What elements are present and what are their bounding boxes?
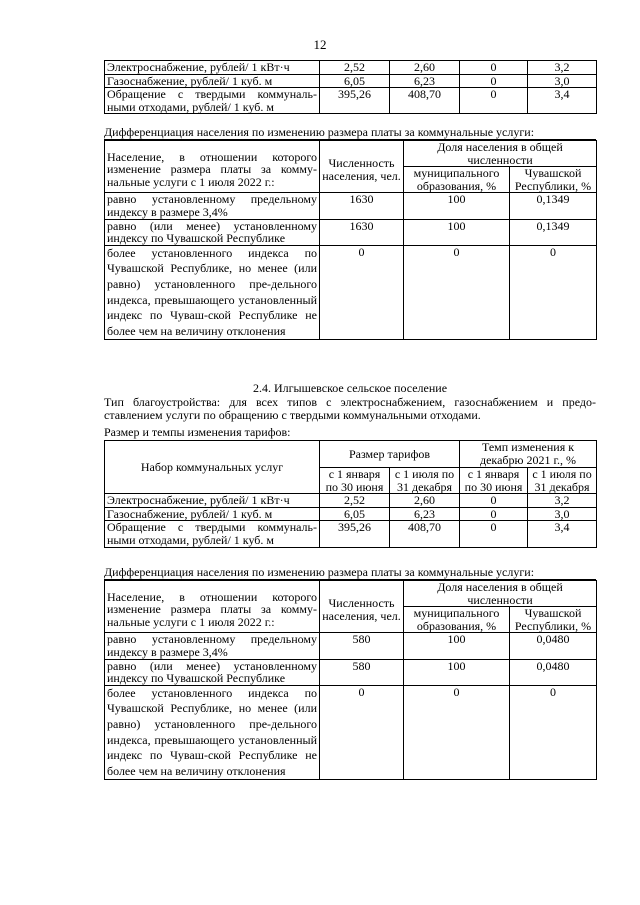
row-share-municipal: 0 (404, 685, 510, 780)
row-count: 0 (320, 245, 404, 340)
header-services: Набор коммунальных услуг (105, 441, 320, 494)
rate-jul: 3,0 (528, 74, 597, 88)
service-name: Обращение с твердыми коммуналь-ными отходами, рублей/ 1 куб. м (105, 88, 320, 114)
row-share-republic: 0,1349 (510, 193, 597, 219)
tariff-jul: 2,60 (390, 494, 460, 508)
table-row (105, 88, 597, 114)
rate-jul: 3,4 (528, 88, 597, 114)
tariff-heading: Размер и темпы изменения тарифов: (104, 425, 291, 439)
tariff-jul: 6,23 (390, 74, 460, 88)
row-count: 580 (320, 633, 404, 659)
rate-jul: 3,2 (528, 61, 597, 75)
rate-jan: 0 (460, 74, 528, 88)
service-name: Газоснабжение, рублей/ 1 куб. м (105, 507, 320, 521)
row-label: равно установленному предельному индексу в размере 3,4% (105, 193, 320, 219)
row-count: 1630 (320, 193, 404, 219)
rate-jan: 0 (460, 88, 528, 114)
row-count: 580 (320, 659, 404, 685)
tariff-jan: 6,05 (320, 507, 390, 521)
rate-jul: 3,0 (528, 507, 597, 521)
section-title: 2.4. Илгышевское сельское поселение (252, 381, 448, 395)
table-row (105, 507, 597, 521)
row-share-municipal: 100 (404, 219, 510, 245)
header-share-republic: Чувашской Республики, % (510, 607, 597, 633)
tariff-jul: 408,70 (390, 521, 460, 547)
table-header-row (105, 581, 597, 607)
header-share-municipal: муниципального образования, % (404, 167, 510, 193)
row-share-republic: 0 (510, 245, 597, 340)
header-share: Доля населения в общей численности (404, 581, 597, 607)
header-from-jul: с 1 июля по 31 декабря (528, 468, 597, 494)
table-row (105, 685, 597, 780)
row-label: равно установленному предельному индексу в размере 3,4% (105, 633, 320, 659)
row-label: равно (или менее) установленному индексу по Чувашской Республике (105, 659, 320, 685)
row-share-republic: 0 (510, 685, 597, 780)
table-row (105, 521, 597, 547)
header-population: Население, в отношении которого изменение размера платы за комму-нальные услуги с 1 июля 2022 г.: (105, 581, 320, 633)
header-rate: Темп изменения к декабрю 2021 г., % (460, 441, 597, 468)
service-name: Электроснабжение, рублей/ 1 кВт·ч (105, 494, 320, 508)
rate-jul: 3,2 (528, 494, 597, 508)
row-label: равно (или менее) установленному индексу по Чувашской Республике (105, 219, 320, 245)
diff-heading: Дифференциация населения по изменению размера платы за коммунальные услуги: (104, 566, 596, 580)
header-share-municipal: муниципального образования, % (404, 607, 510, 633)
tariff-jul: 6,23 (390, 507, 460, 521)
row-share-municipal: 100 (404, 659, 510, 685)
header-count: Численность населения, чел. (320, 581, 404, 633)
tariff-jan: 2,52 (320, 494, 390, 508)
header-share-republic: Чувашской Республики, % (510, 167, 597, 193)
tariff-jul: 2,60 (390, 61, 460, 75)
tariff-jan: 2,52 (320, 61, 390, 75)
rate-jan: 0 (460, 494, 528, 508)
rate-jan: 0 (460, 507, 528, 521)
header-count: Численность населения, чел. (320, 141, 404, 193)
tariff-jan: 395,26 (320, 521, 390, 547)
row-share-republic: 0,1349 (510, 219, 597, 245)
header-from-jan: с 1 января по 30 июня (320, 468, 390, 494)
table-header-row (105, 441, 597, 468)
row-count: 0 (320, 685, 404, 780)
table-row (105, 61, 597, 75)
header-from-jan: с 1 января по 30 июня (460, 468, 528, 494)
differentiation-table-2 (104, 580, 597, 780)
row-share-municipal: 100 (404, 633, 510, 659)
table-row (105, 74, 597, 88)
service-name: Обращение с твердыми коммуналь-ными отходами, рублей/ 1 куб. м (105, 521, 320, 547)
diff-heading: Дифференциация населения по изменению размера платы за коммунальные услуги: (104, 126, 596, 140)
rate-jul: 3,4 (528, 521, 597, 547)
rate-jan: 0 (460, 521, 528, 547)
table-row (105, 659, 597, 685)
differentiation-table-1 (104, 140, 597, 340)
row-label: более установленного индекса по Чувашской Республике, но менее (или равно) установленного пре-дельного индекса, превышающего установленный индекс по Чуваш-ской Республике не более чем на величину отклонения (105, 245, 320, 340)
header-tariff-size: Размер тарифов (320, 441, 460, 468)
service-name: Электроснабжение, рублей/ 1 кВт·ч (105, 61, 320, 75)
tariff-jul: 408,70 (390, 88, 460, 114)
row-share-municipal: 100 (404, 193, 510, 219)
header-share: Доля населения в общей численности (404, 141, 597, 167)
table-header-row (105, 141, 597, 167)
header-from-jul: с 1 июля по 31 декабря (390, 468, 460, 494)
table-row (105, 193, 597, 219)
row-share-republic: 0,0480 (510, 659, 597, 685)
header-population: Население, в отношении которого изменение размера платы за комму-нальные услуги с 1 июля 2022 г.: (105, 141, 320, 193)
row-share-republic: 0,0480 (510, 633, 597, 659)
table-row (105, 633, 597, 659)
table-row (105, 219, 597, 245)
row-count: 1630 (320, 219, 404, 245)
page-number: 12 (313, 37, 327, 52)
table-row (105, 494, 597, 508)
tariff-jan: 395,26 (320, 88, 390, 114)
row-label: более установленного индекса по Чувашской Республике, но менее (или равно) установленного пре-дельного индекса, превышающего установленный индекс по Чуваш-ской Республике не более чем на величину отклонения (105, 685, 320, 780)
improvement-type-text: Тип благоустройства: для всех типов с электроснабжением, газоснабжением и предо-ставлением услуги по обращению с твердыми коммунальными отходами. (104, 395, 596, 422)
table-row (105, 245, 597, 340)
tariff-table (104, 440, 597, 548)
tariff-table-continued (104, 60, 597, 114)
row-share-municipal: 0 (404, 245, 510, 340)
rate-jan: 0 (460, 61, 528, 75)
service-name: Газоснабжение, рублей/ 1 куб. м (105, 74, 320, 88)
tariff-jan: 6,05 (320, 74, 390, 88)
